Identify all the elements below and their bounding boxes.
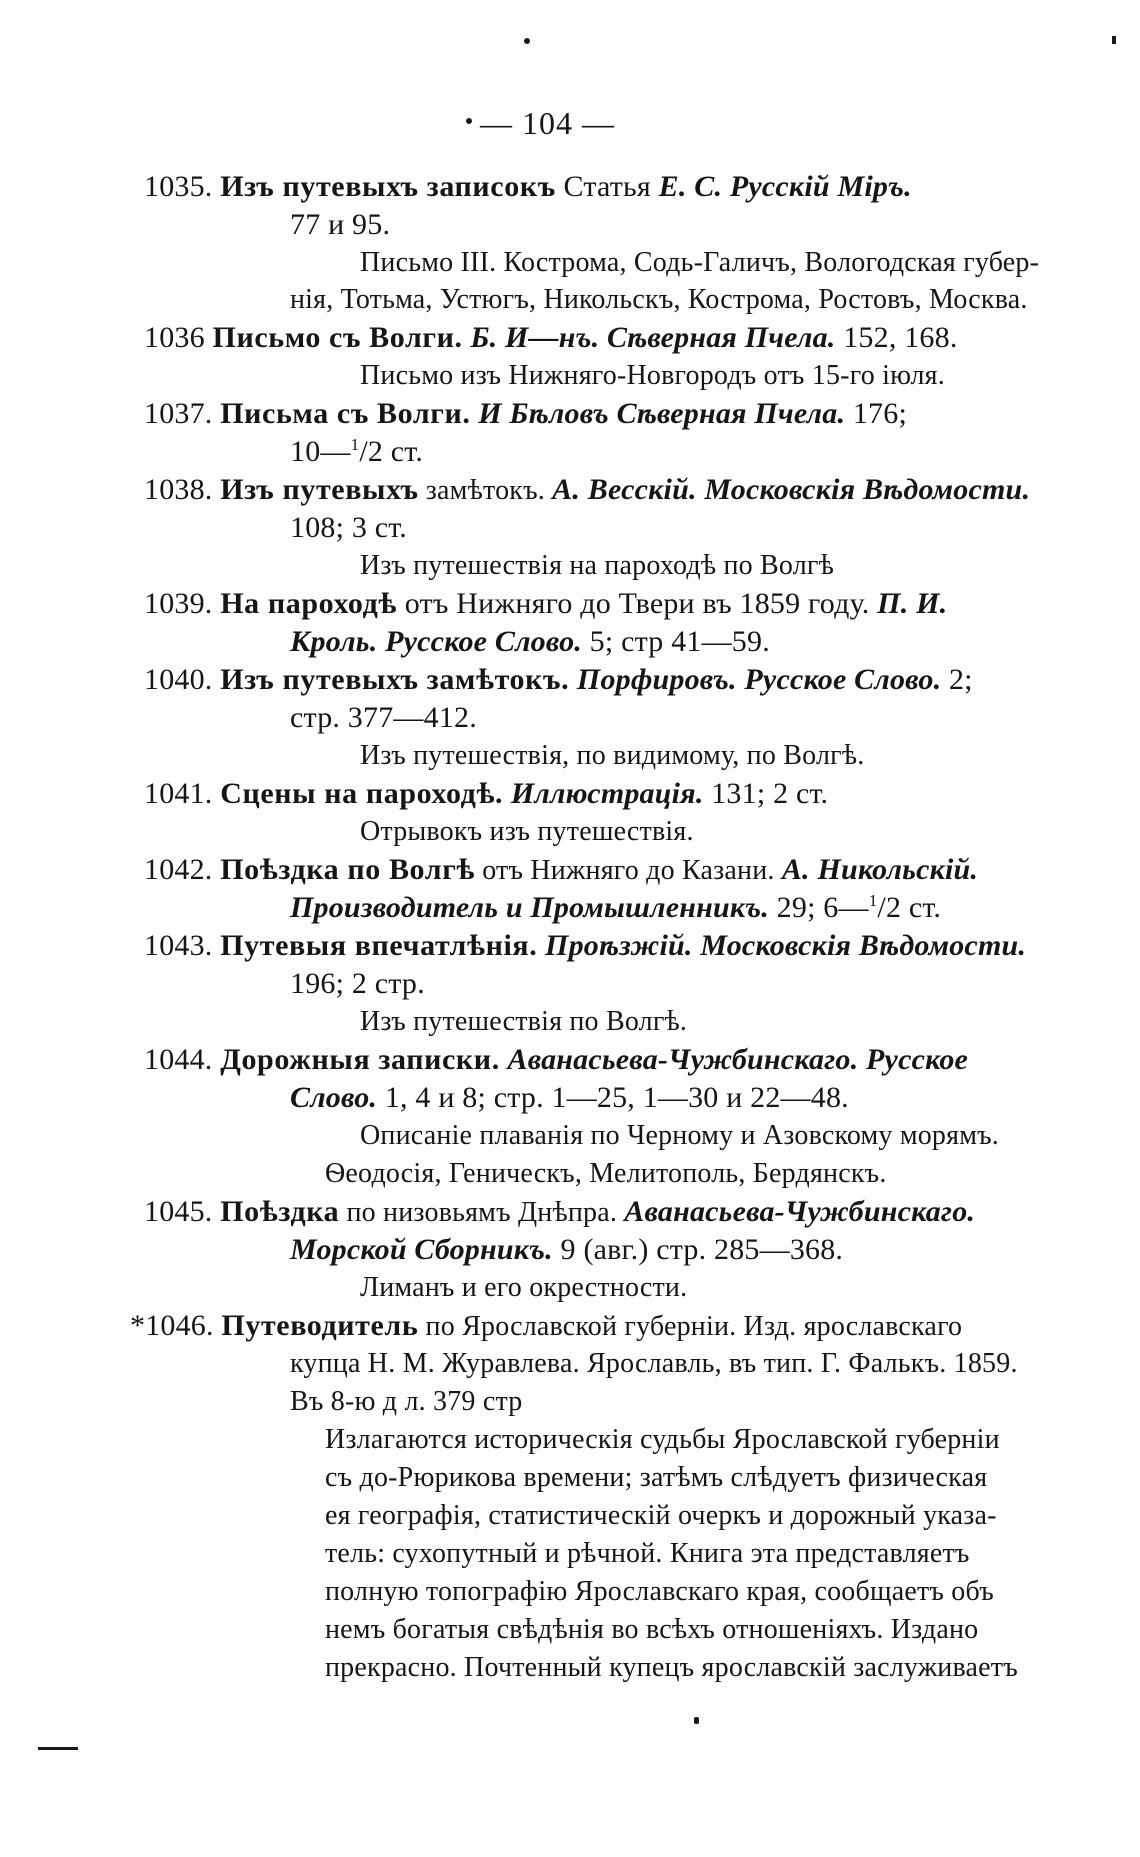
entry-number: 1038. xyxy=(144,473,213,506)
text-line xyxy=(290,889,941,931)
entry-title: Изъ путевыхъ замѣтокъ. xyxy=(220,663,570,696)
entry-line xyxy=(144,1041,968,1079)
entry-line xyxy=(144,851,978,890)
entry-number: 1036 xyxy=(144,321,205,354)
text-fragment: /2 ст. xyxy=(359,435,424,468)
entry-line xyxy=(144,1193,975,1232)
entry-title: Сцены на пароходѣ. xyxy=(220,777,504,810)
entry-citation: Порфировъ. Русское Слово. xyxy=(569,663,942,696)
fraction-numerator: 1 xyxy=(350,435,360,454)
annotation-line: ея географія, статистическій очеркъ и дорожный указа- xyxy=(325,1500,997,1531)
ink-speck xyxy=(694,1717,699,1724)
fraction-numerator: 1 xyxy=(868,891,878,910)
entry-line xyxy=(144,661,973,699)
text-line xyxy=(290,623,770,661)
annotation-line: полную топографію Ярославскаго края, сообщаетъ объ xyxy=(325,1576,994,1607)
entry-text: 5; стр 41—59. xyxy=(581,625,770,658)
entry-line xyxy=(144,471,1030,510)
entry-citation: Производитель и Промышленникъ. xyxy=(290,891,769,924)
entry-text: /2 ст. xyxy=(877,891,942,924)
entry-line xyxy=(144,168,912,206)
entry-title: Письмо съ Волги. xyxy=(212,321,463,354)
entry-number: *1046. xyxy=(130,1309,214,1342)
entry-text: 131; 2 ст. xyxy=(703,777,829,810)
entry-title: Поѣздка xyxy=(220,1195,340,1228)
entry-line xyxy=(130,1307,962,1346)
entry-number: 1035. xyxy=(144,170,213,203)
entry-citation: П. И. xyxy=(877,587,948,620)
entry-citation: Б. И—нъ. Сѣверная Пчела. xyxy=(462,321,836,354)
text-line xyxy=(290,1231,843,1269)
entry-citation: Слово. xyxy=(290,1081,378,1114)
entry-text: Статья xyxy=(555,170,659,203)
annotation-line: Изъ путешествія, по видимому, по Волгѣ. xyxy=(360,740,865,771)
entry-text: отъ Нижняго до Твери въ 1859 году. xyxy=(397,587,878,620)
entry-title: Изъ путевыхъ записокъ xyxy=(220,170,556,203)
annotation-line: Отрывокъ изъ путешествія. xyxy=(360,816,694,847)
entry-number: 1040. xyxy=(144,663,213,696)
entry-citation: Аванасьева-Чужбинскаго. Русское xyxy=(499,1043,969,1076)
text-line xyxy=(290,1079,849,1117)
entry-citation: Е. С. Русскій Міръ. xyxy=(658,170,912,203)
entry-citation: И Бѣловъ Сѣверная Пчела. xyxy=(470,397,846,430)
entry-title: Поѣздка по Волгѣ xyxy=(220,853,476,886)
entry-line xyxy=(144,775,828,813)
annotation-line: съ до-Рюрикова времени; затѣмъ слѣдуетъ физическая xyxy=(325,1462,988,1493)
text-line: 108; 3 ст. xyxy=(290,511,408,544)
entry-number: 1043. xyxy=(144,929,213,962)
entry-title: Путевыя впечатлѣнія. xyxy=(220,929,538,962)
entry-number: 1041. xyxy=(144,777,213,810)
entry-number: 1037. xyxy=(144,397,213,430)
annotation-line: прекрасно. Почтенный купецъ ярославскій заслуживаетъ xyxy=(325,1652,1018,1683)
entry-text: 2; xyxy=(941,663,973,696)
ink-speck xyxy=(466,118,472,124)
entry-title: Письма съ Волги. xyxy=(220,397,471,430)
text-line: стр. 377—412. xyxy=(290,701,477,734)
ink-speck xyxy=(1112,36,1116,44)
entry-citation: Проѣзжій. Московскія Вѣдомости. xyxy=(537,929,1027,962)
entry-text: по Ярославской губерніи. Изд. ярославскаго xyxy=(418,1311,963,1342)
entry-number: 1044. xyxy=(144,1043,213,1076)
ink-speck xyxy=(524,38,530,44)
entry-citation: Иллюстрація. xyxy=(503,777,704,810)
entry-number: 1042. xyxy=(144,853,213,886)
text-line: 77 и 95. xyxy=(290,208,391,241)
entry-citation: Аванасьева-Чужбинскаго. xyxy=(624,1195,976,1228)
annotation-line: Излагаются историческія судьбы Ярославской губерніи xyxy=(325,1424,1000,1455)
entry-text: замѣтокъ. xyxy=(418,475,553,506)
entry-line xyxy=(144,319,958,357)
entry-citation: А. Никольскій. xyxy=(781,853,979,886)
annotation-line: Лиманъ и его окрестности. xyxy=(360,1272,688,1303)
text-line: купца Н. М. Журавлева. Ярославль, въ тип. Г. Фалькъ. 1859. xyxy=(290,1348,1018,1379)
entry-line xyxy=(144,585,947,623)
annotation-line: нія, Тотьма, Устюгъ, Никольскъ, Кострома, Ростовъ, Москва. xyxy=(290,284,1028,315)
entry-text: 29; 6— xyxy=(768,891,869,924)
entry-citation: Морской Сборникъ. xyxy=(290,1233,553,1266)
entry-title: Путеводитель xyxy=(221,1309,419,1342)
entry-number: 1039. xyxy=(144,587,213,620)
entry-text: отъ Нижняго до Казани. xyxy=(475,855,782,886)
annotation-line: Изъ путешествія на пароходѣ по Волгѣ xyxy=(360,550,835,581)
annotation-line: Изъ путешествія по Волгѣ. xyxy=(360,1006,688,1037)
annotation-line: тель: сухопутный и рѣчной. Книга эта представляетъ xyxy=(325,1538,970,1569)
entry-text: 9 (авг.) стр. 285—368. xyxy=(552,1233,844,1266)
annotation-line: Письмо изъ Нижняго-Новгородъ отъ 15-го іюля. xyxy=(360,360,945,391)
entry-number: 1045. xyxy=(144,1195,213,1228)
annotation-line: немъ богатыя свѣдѣнія во всѣхъ отношеніяхъ. Издано xyxy=(325,1614,979,1645)
entry-title: Изъ путевыхъ xyxy=(220,473,419,506)
entry-text: по низовьямъ Днѣпра. xyxy=(339,1197,625,1228)
entry-text: 1, 4 и 8; стр. 1—25, 1—30 и 22—48. xyxy=(377,1081,849,1114)
entry-title: Дорожныя записки. xyxy=(220,1043,500,1076)
entry-text: 176; xyxy=(845,397,907,430)
text-line: Въ 8-ю д л. 379 стр xyxy=(290,1386,523,1417)
entry-citation: Кроль. Русское Слово. xyxy=(290,625,582,658)
entry-title: На пароходѣ xyxy=(220,587,398,620)
margin-rule xyxy=(38,1747,78,1750)
entry-citation: А. Весскій. Московскія Вѣдомости. xyxy=(552,473,1031,506)
annotation-line: Описаніе плаванія по Черному и Азовскому морямъ. xyxy=(360,1120,1000,1151)
entry-line xyxy=(144,395,907,433)
page-number: — 104 — xyxy=(480,105,615,141)
text-line: 196; 2 стр. xyxy=(290,967,425,1000)
annotation-line: Ѳеодосія, Геническъ, Мелитополь, Бердянскъ. xyxy=(325,1158,887,1189)
text-line xyxy=(290,433,423,475)
annotation-line: Письмо III. Кострома, Содь-Галичъ, Вологодская губер- xyxy=(360,247,1040,278)
text-fragment: 10— xyxy=(290,435,351,468)
entry-line xyxy=(144,927,1026,965)
entry-text: 152, 168. xyxy=(835,321,958,354)
